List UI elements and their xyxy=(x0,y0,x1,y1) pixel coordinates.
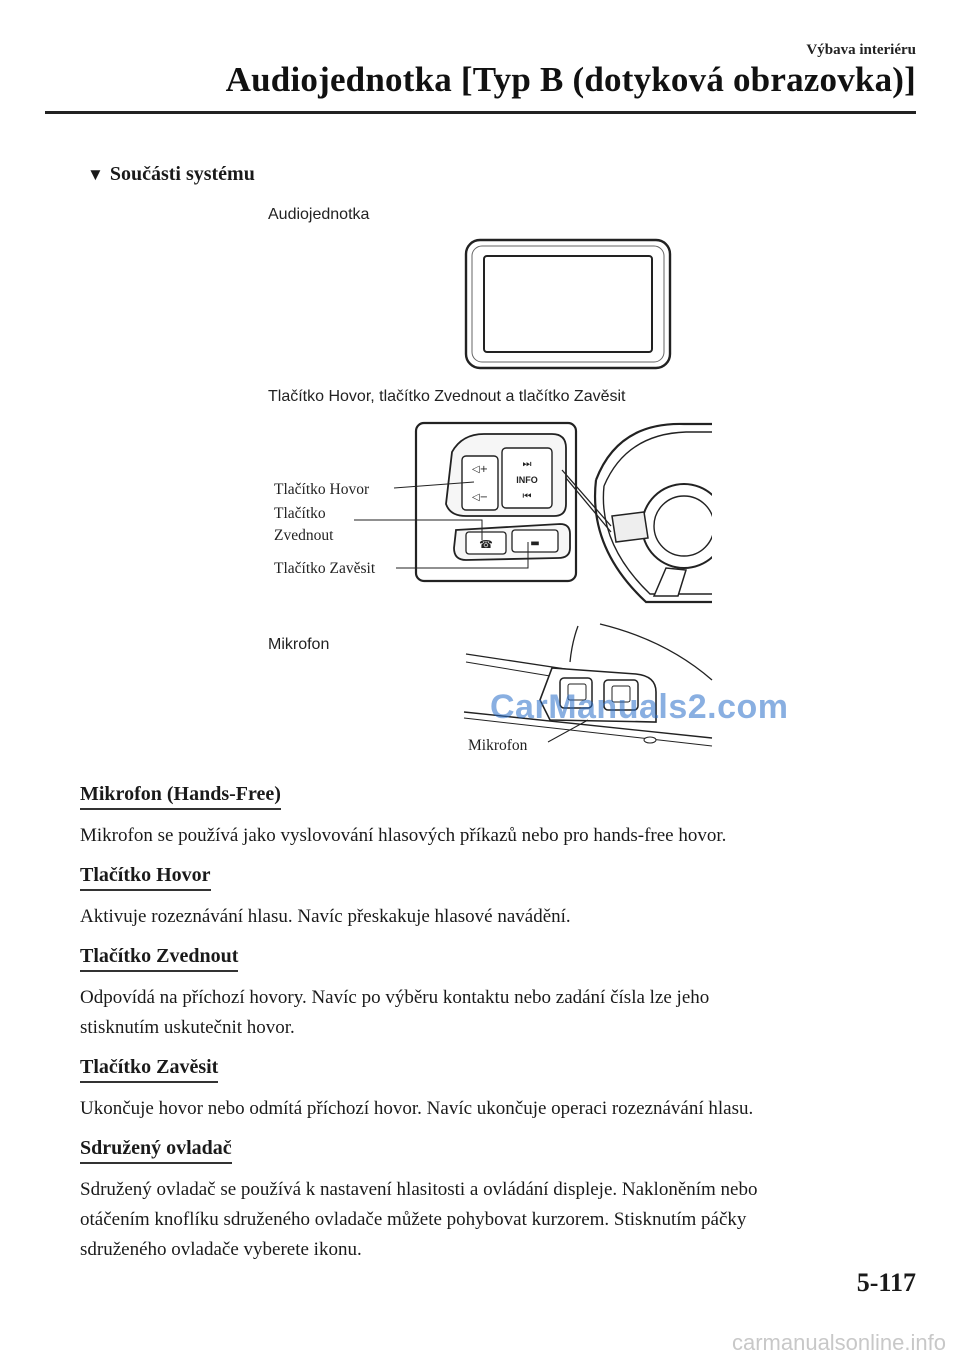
volume-down-icon: ◁− xyxy=(471,492,489,503)
callout-hangup-button: Tlačítko Zavěsit xyxy=(274,560,376,577)
info-label: INFO xyxy=(516,475,538,485)
skip-back-icon: ⏮ xyxy=(522,491,532,502)
item-description xyxy=(80,1175,900,1265)
phone-hangup-icon: ▬ xyxy=(530,538,540,549)
section-title-text: Součásti systému xyxy=(109,163,255,185)
item-description-line: stisknutím uskutečnit hovor. xyxy=(80,1017,295,1038)
body-content xyxy=(80,783,900,1278)
watermark: CarManuals2.com xyxy=(490,688,789,726)
phone-pickup-icon: ☎ xyxy=(479,538,493,551)
callout-talk-button: Tlačítko Hovor xyxy=(274,481,370,498)
header-rule xyxy=(45,111,916,114)
item-description xyxy=(80,821,900,851)
page-number: 5-117 xyxy=(856,1268,916,1297)
callout-microphone: Mikrofon xyxy=(468,737,528,754)
figure-label-mic: Mikrofon xyxy=(268,636,330,653)
figure-label-audio: Audiojednotka xyxy=(268,206,370,223)
steering-buttons-illustration xyxy=(266,420,712,612)
item-term: Tlačítko Hovor xyxy=(80,864,211,891)
item-description-line: Sdružený ovladač se používá k nastavení hlasitosti a ovládání displeje. Nakloněním nebo xyxy=(80,1179,758,1200)
skip-forward-icon: ⏭ xyxy=(522,459,532,470)
section-title xyxy=(87,163,255,186)
header-section: Výbava interiéru xyxy=(806,42,916,58)
item-description xyxy=(80,902,900,932)
footer-watermark: carmanualsonline.info xyxy=(731,1330,946,1355)
item-description xyxy=(80,1094,900,1124)
item-term: Sdružený ovladač xyxy=(80,1137,232,1164)
item-term: Mikrofon (Hands-Free) xyxy=(80,783,281,810)
callout-pickup-line1: Tlačítko xyxy=(274,505,326,522)
item-term: Tlačítko Zvednout xyxy=(80,945,238,972)
item-description-line: Odpovídá na příchozí hovory. Navíc po výběru kontaktu nebo zadání čísla lze jeho xyxy=(80,987,710,1008)
item-description-line: Aktivuje rozeznávání hlasu. Navíc přeskakuje hlasové navádění. xyxy=(80,906,571,927)
audio-unit-illustration xyxy=(462,236,674,372)
item-description-line: otáčením knoflíku sdruženého ovladače můžete pohybovat kurzorem. Stisknutím páčky xyxy=(80,1209,747,1230)
callout-pickup-line2: Zvednout xyxy=(274,527,334,544)
item-description xyxy=(80,983,900,1043)
page-title: Audiojednotka [Typ B (dotyková obrazovka)] xyxy=(225,60,916,99)
item-description-line: Mikrofon se používá jako vyslovování hlasových příkazů nebo pro hands-free hovor. xyxy=(80,825,727,846)
figure-label-buttons: Tlačítko Hovor, tlačítko Zvednout a tlačítko Zavěsit xyxy=(268,388,626,405)
triangle-marker: ▼ xyxy=(87,165,104,184)
item-description-line: Ukončuje hovor nebo odmítá příchozí hovor. Navíc ukončuje operaci rozeznávání hlasu. xyxy=(80,1098,754,1119)
volume-up-icon: ◁+ xyxy=(471,464,489,475)
item-term: Tlačítko Zavěsit xyxy=(80,1056,218,1083)
item-description-line: sdruženého ovladače vyberete ikonu. xyxy=(80,1239,362,1260)
